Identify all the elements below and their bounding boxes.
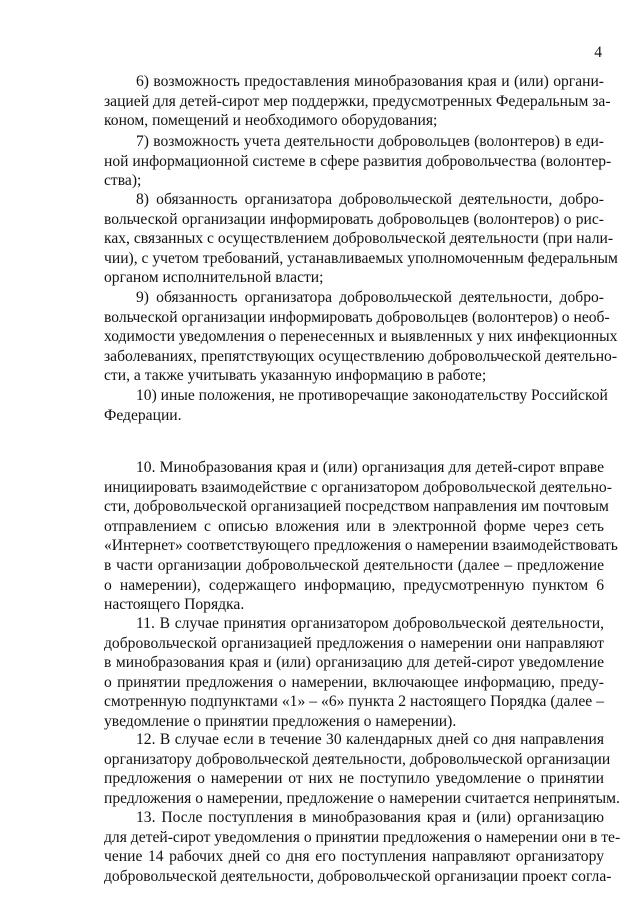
text-line: смотренную подпунктами «1» – «6» пункта 2 настоящего Порядка (далее – [104,693,604,711]
paragraph-clause-10 [104,458,618,615]
text-line: чение 14 рабочих дней со дня его поступления направляют организатору [104,848,604,866]
text-line: зацией для детей-сирот мер поддержки, предусмотренных Федеральным за- [104,92,611,110]
paragraph-item-8 [104,190,618,288]
text-line: инициировать взаимодействие с организатором добровольческой деятельно- [104,478,612,496]
page-number: 4 [594,44,602,61]
paragraph-item-9 [104,288,618,386]
text-line: 10) иные положения, не противоречащие законодательству Российской [136,387,608,404]
text-line: ной информационной системе в сфере развития добровольчества (волонтер- [104,152,612,170]
text-line: 6) возможность предоставления минобразования края и (или) органи- [136,73,604,90]
text-line: добровольческой организацией предложения о намерении они направляют [104,634,604,652]
text-line: предложения о намерении, предложение о намерении считается непринятым. [104,789,620,807]
text-line: о намерении), содержащего информацию, предусмотренную пунктом 6 [104,576,604,594]
text-line: чии), с учетом требований, устанавливаемых уполномоченным федеральным [104,249,618,267]
text-line: настоящего Порядка. [104,596,245,614]
text-line: 11. В случае принятия организатором добровольческой деятельности, [136,615,604,632]
text-line: отправлением с описью вложения или в электронной форме через сеть [104,517,604,535]
text-line: предложения о намерении от них не поступило уведомление о принятии [104,770,604,788]
text-line: 9) обязанность организатора добровольческой деятельности, добро- [136,289,604,306]
paragraph-clause-13 [104,808,621,886]
text-line: в части организации добровольческой деятельности (далее – предложение [104,556,604,574]
text-line: 12. В случае если в течение 30 календарных дней со дня направления [136,731,604,748]
text-line: ходимости уведомления о перенесенных и выявленных у них инфекционных [104,328,618,346]
paragraph-item-6 [104,72,611,131]
text-line: коном, помещений и необходимого оборудования; [104,112,438,130]
text-line: сти, добровольческой организацией посредством направления им почтовым [104,498,609,516]
paragraph-clause-12 [104,730,620,808]
text-line: вольческой организации информировать добровольцев (волонтеров) о необ- [104,308,610,326]
text-line: организатору добровольческой деятельности, добровольческой организации [104,750,611,768]
text-line: 7) возможность учета деятельности добровольцев (волонтеров) в еди- [136,133,604,150]
paragraph-item-7 [104,132,612,191]
text-line: в минобразования края и (или) организацию для детей-сирот уведомление [104,654,604,672]
text-line: «Интернет» соответствующего предложения о намерении взаимодействовать [104,537,618,555]
text-line: о принятии предложения о намерении, включающее информацию, преду- [104,673,604,691]
text-line: сти, а также учитывать указанную информацию в работе; [104,367,487,385]
text-line: органом исполнительной власти; [104,269,324,287]
text-line: 10. Минобразования края и (или) организация для детей-сирот вправе [136,459,604,476]
paragraph-clause-11 [104,614,604,732]
text-line: для детей-сирот уведомления о принятии предложения о намерении они в те- [104,828,621,846]
text-line: 8) обязанность организатора добровольческой деятельности, добро- [136,191,604,208]
text-line: добровольческой деятельности, добровольческой организации проект согла- [104,867,612,885]
text-line: вольческой организации информировать добровольцев (волонтеров) о рис- [104,210,604,228]
text-line: Федерации. [104,406,182,424]
text-line: 13. После поступления в минобразования края и (или) организацию [136,809,604,826]
text-line: ках, связанных с осуществлением добровольческой деятельности (при нали- [104,230,614,248]
text-line: заболеваниях, препятствующих осуществлению добровольческой деятельно- [104,347,618,365]
text-line: уведомление о принятии предложения о намерении). [104,712,457,730]
text-line: ства); [104,172,142,190]
paragraph-item-10 [104,386,608,425]
